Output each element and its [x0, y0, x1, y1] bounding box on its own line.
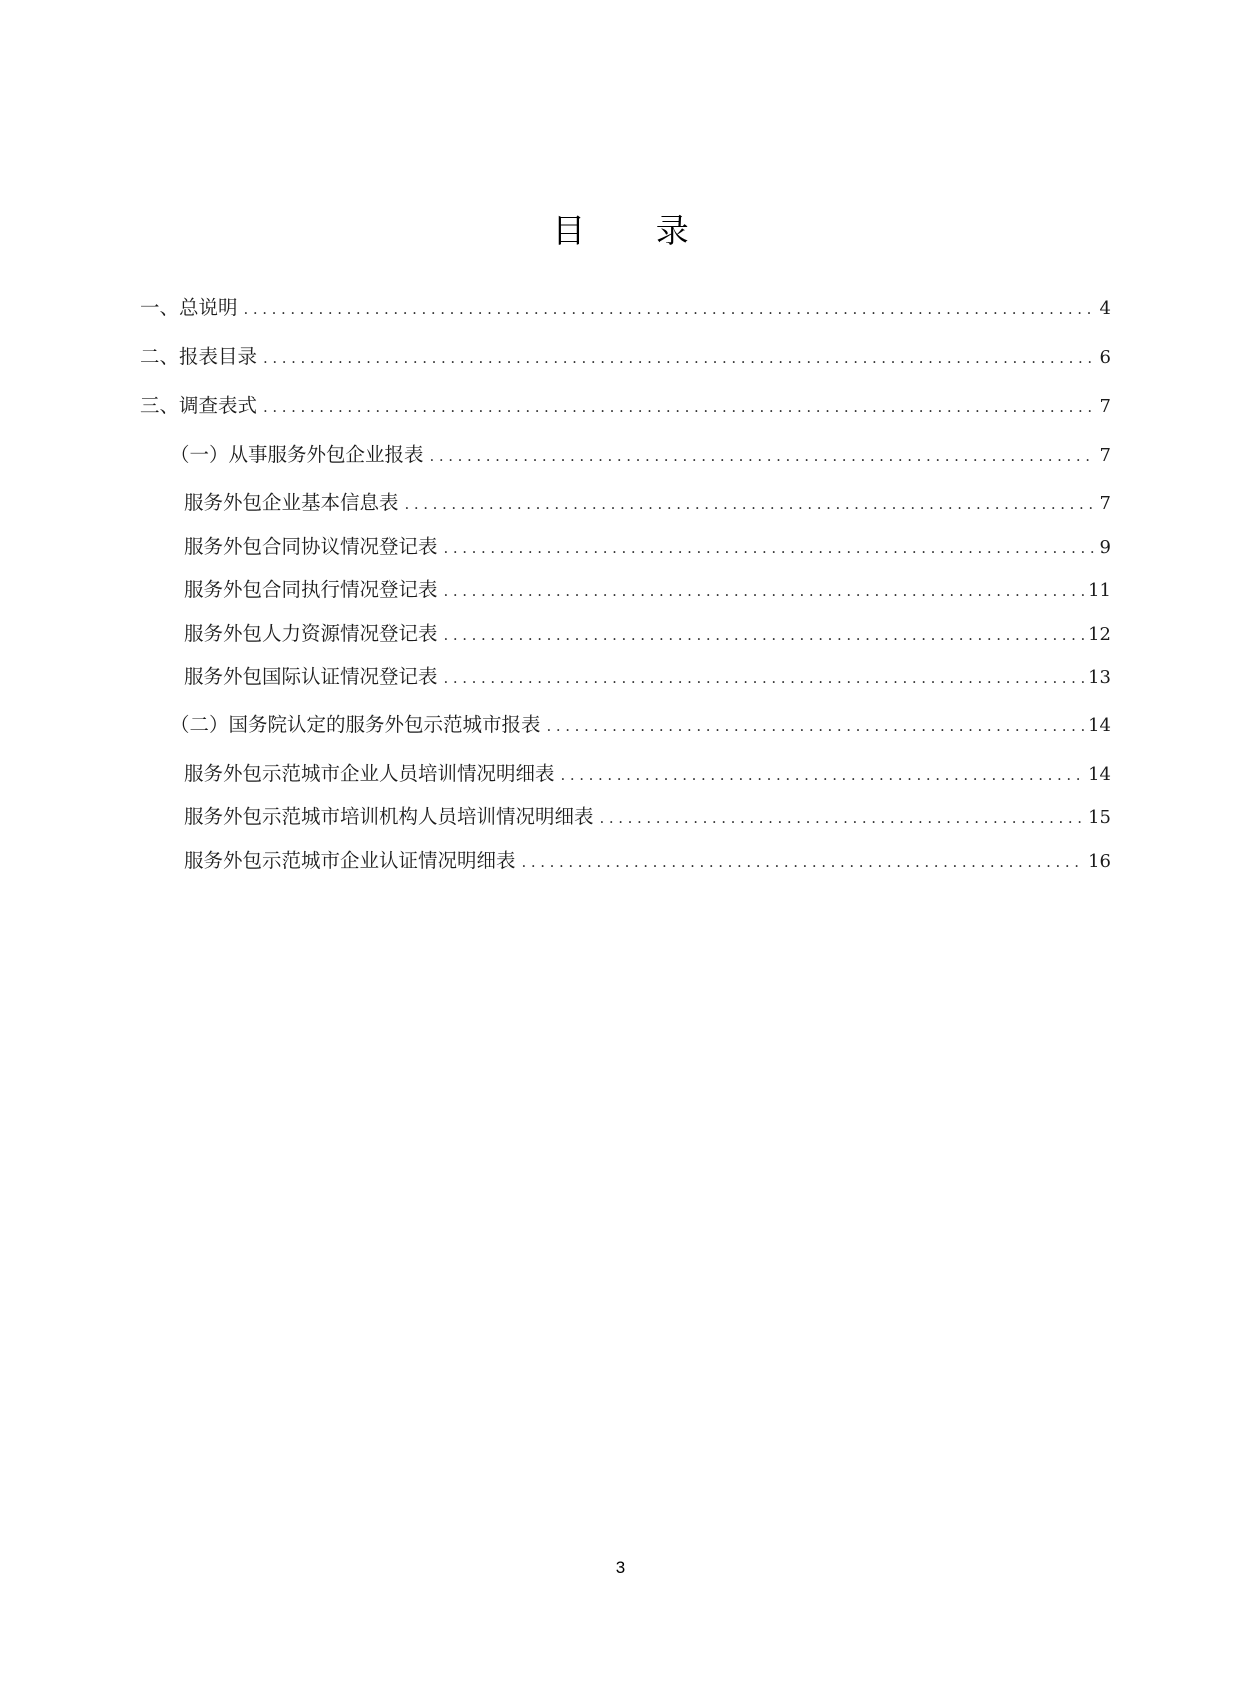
toc-entry-survey-forms[interactable] [140, 391, 1111, 421]
toc-entry-label: 三、调查表式 [140, 394, 258, 417]
toc-leader-dots [547, 711, 1085, 741]
toc-leader-dots [444, 576, 1085, 606]
toc-leader-dots [444, 533, 1096, 563]
toc-entry-label: 服务外包合同执行情况登记表 [184, 578, 438, 601]
toc-entry-report-catalog[interactable] [140, 342, 1111, 372]
page-title: 目 录 [552, 211, 719, 250]
toc-entry-label: （二）国务院认定的服务外包示范城市报表 [170, 713, 541, 736]
toc-entry-demo-city-reports[interactable] [170, 710, 1111, 740]
toc-leader-dots [430, 441, 1096, 471]
toc-entry-international-certification[interactable] [184, 662, 1111, 692]
toc-entry-page: 15 [1088, 807, 1111, 828]
toc-entry-label: 服务外包示范城市企业人员培训情况明细表 [184, 762, 555, 785]
toc-entry-label: 服务外包国际认证情况登记表 [184, 665, 438, 688]
toc-entry-contract-agreement[interactable] [184, 532, 1111, 562]
toc-entry-enterprise-certification[interactable] [184, 846, 1111, 876]
toc-entry-page: 13 [1088, 667, 1111, 688]
toc-entry-label: 服务外包示范城市企业认证情况明细表 [184, 849, 516, 872]
toc-leader-dots [244, 294, 1096, 324]
toc-entry-page: 12 [1088, 624, 1111, 645]
toc-entry-label: （一）从事服务外包企业报表 [170, 443, 424, 466]
toc-entry-human-resources[interactable] [184, 619, 1111, 649]
toc-entry-page: 7 [1099, 396, 1111, 417]
toc-leader-dots [263, 392, 1096, 422]
toc-entry-page: 7 [1099, 445, 1111, 466]
toc-entry-label: 一、总说明 [140, 296, 238, 319]
toc-leader-dots [444, 663, 1085, 693]
toc-entry-general-notes[interactable] [140, 293, 1111, 323]
toc-entry-label: 服务外包企业基本信息表 [184, 491, 399, 514]
toc-entry-page: 9 [1099, 537, 1111, 558]
toc-entry-page: 11 [1088, 580, 1111, 601]
toc-entry-page: 16 [1088, 851, 1111, 872]
toc-entry-label: 二、报表目录 [140, 345, 258, 368]
toc-entry-page: 14 [1088, 764, 1111, 785]
toc-leader-dots [600, 803, 1085, 833]
toc-entry-enterprise-reports[interactable] [170, 440, 1111, 470]
toc-entry-basic-info[interactable] [184, 488, 1111, 518]
toc-entry-contract-execution[interactable] [184, 575, 1111, 605]
toc-leader-dots [263, 343, 1096, 373]
toc-entry-page: 4 [1099, 298, 1111, 319]
toc-entry-institution-training[interactable] [184, 802, 1111, 832]
toc-leader-dots [444, 620, 1085, 650]
toc-leader-dots [561, 760, 1085, 790]
toc-entry-page: 7 [1099, 493, 1111, 514]
toc-entry-enterprise-training[interactable] [184, 759, 1111, 789]
toc-entry-page: 6 [1099, 347, 1111, 368]
toc-entry-label: 服务外包示范城市培训机构人员培训情况明细表 [184, 805, 594, 828]
page-number: 3 [615, 1558, 626, 1577]
toc-entry-label: 服务外包人力资源情况登记表 [184, 622, 438, 645]
toc-leader-dots [522, 847, 1085, 877]
toc-entry-label: 服务外包合同协议情况登记表 [184, 535, 438, 558]
toc-entry-page: 14 [1088, 715, 1111, 736]
toc-leader-dots [405, 489, 1096, 519]
